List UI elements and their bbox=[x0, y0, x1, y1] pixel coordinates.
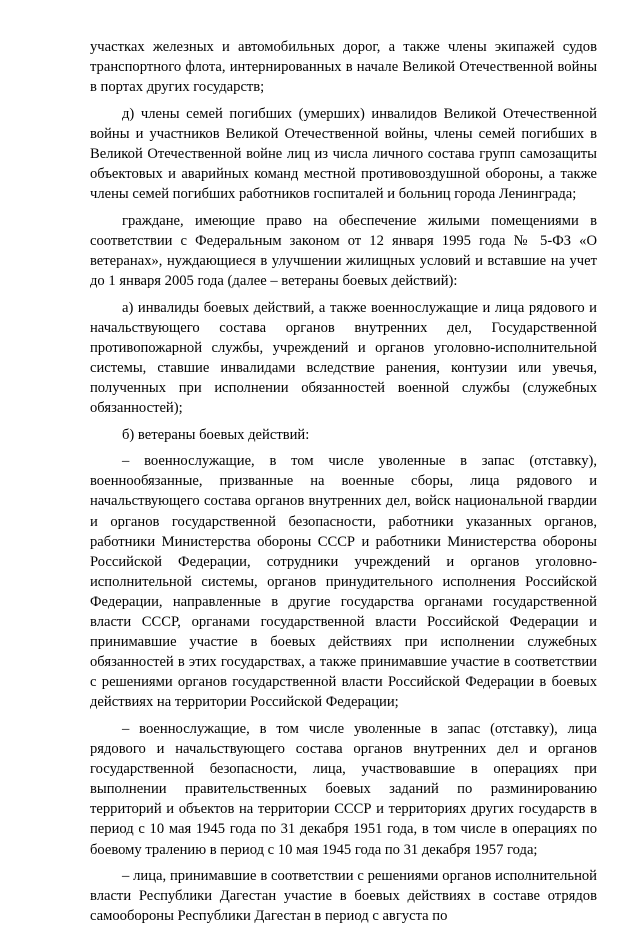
paragraph-combat-veterans-intro: граждане, имеющие право на обеспечение жилыми помещениями в соответствии с Федеральным законом от 12 января 1995 года № 5-ФЗ «О ветеранах», нуждающиеся в улучшении жилищных условий и вставшие на учет до 1 января 2005 года (далее – ветераны боевых действий): bbox=[90, 212, 597, 290]
paragraph-dash-2: – военнослужащие, в том числе уволенные в запас (отставку), лица рядового и начальствующего состава органов внутренних дел и органов государственной безопасности, лица, участвовавшие в операциях при выполнении правительственных боевых заданий по разминированию территорий и объектов на территории СССР и территориях других государств в период с 10 мая 1945 года по 31 декабря 1951 года, в том числе в операциях по боевому тралению в период с 10 мая 1945 года по 31 декабря 1957 года; bbox=[90, 721, 597, 858]
paragraph-dash-3: – лица, принимавшие в соответствии с решениями органов исполнительной власти Республики Дагестан участие в боевых действиях в составе отрядов самообороны Республики Дагестан в период с августа по bbox=[90, 868, 597, 925]
paragraph-item-b: б) ветераны боевых действий: bbox=[122, 426, 310, 443]
paragraph-dash-1: – военнослужащие, в том числе уволенные в запас (отставку), военнообязанные, призванные на военные сборы, лица рядового и начальствующего состава органов внутренних дел, войск национальной гвардии и органов государственной безопасности, работники указанных органов, работники Министерства обороны СССР и работники Министерства обороны Российской Федерации, сотрудники учреждений и органов уголовно-исполнительной системы, органов принудительного исполнения Российской Федерации, направленные в другие государства органами государственной власти СССР, органами государственной власти Российской Федерации и принимавшие участие в боевых действиях при исполнении служебных обязанностей в этих государствах, а также принимавшие участие в соответствии с решениями органов государственной власти Российской Федерации в боевых действиях на территории Российской Федерации; bbox=[90, 453, 597, 711]
paragraph-item-d: д) члены семей погибших (умерших) инвалидов Великой Отечественной войны и участников Великой Отечественной войны, члены семей погибших в Великой Отечественной войне лиц из числа личного состава групп самозащиты объектовых и аварийных команд местной противовоздушной обороны, а также члены семей погибших работников госпиталей и больниц города Ленинграда; bbox=[90, 105, 597, 203]
paragraph-continuation: участках железных и автомобильных дорог, а также члены экипажей судов транспортного флота, интернированных в начале Великой Отечественной войны в портах других государств; bbox=[90, 39, 597, 96]
paragraph-item-a: а) инвалиды боевых действий, а также военнослужащие и лица рядового и начальствующего состава органов внутренних дел, Государственной противопожарной службы, учреждений и органов уголовно-исполнительной системы, ставшие инвалидами вследствие ранения, контузии или увечья, полученных при исполнении обязанностей военной службы (служебных обязанностей); bbox=[90, 299, 597, 417]
